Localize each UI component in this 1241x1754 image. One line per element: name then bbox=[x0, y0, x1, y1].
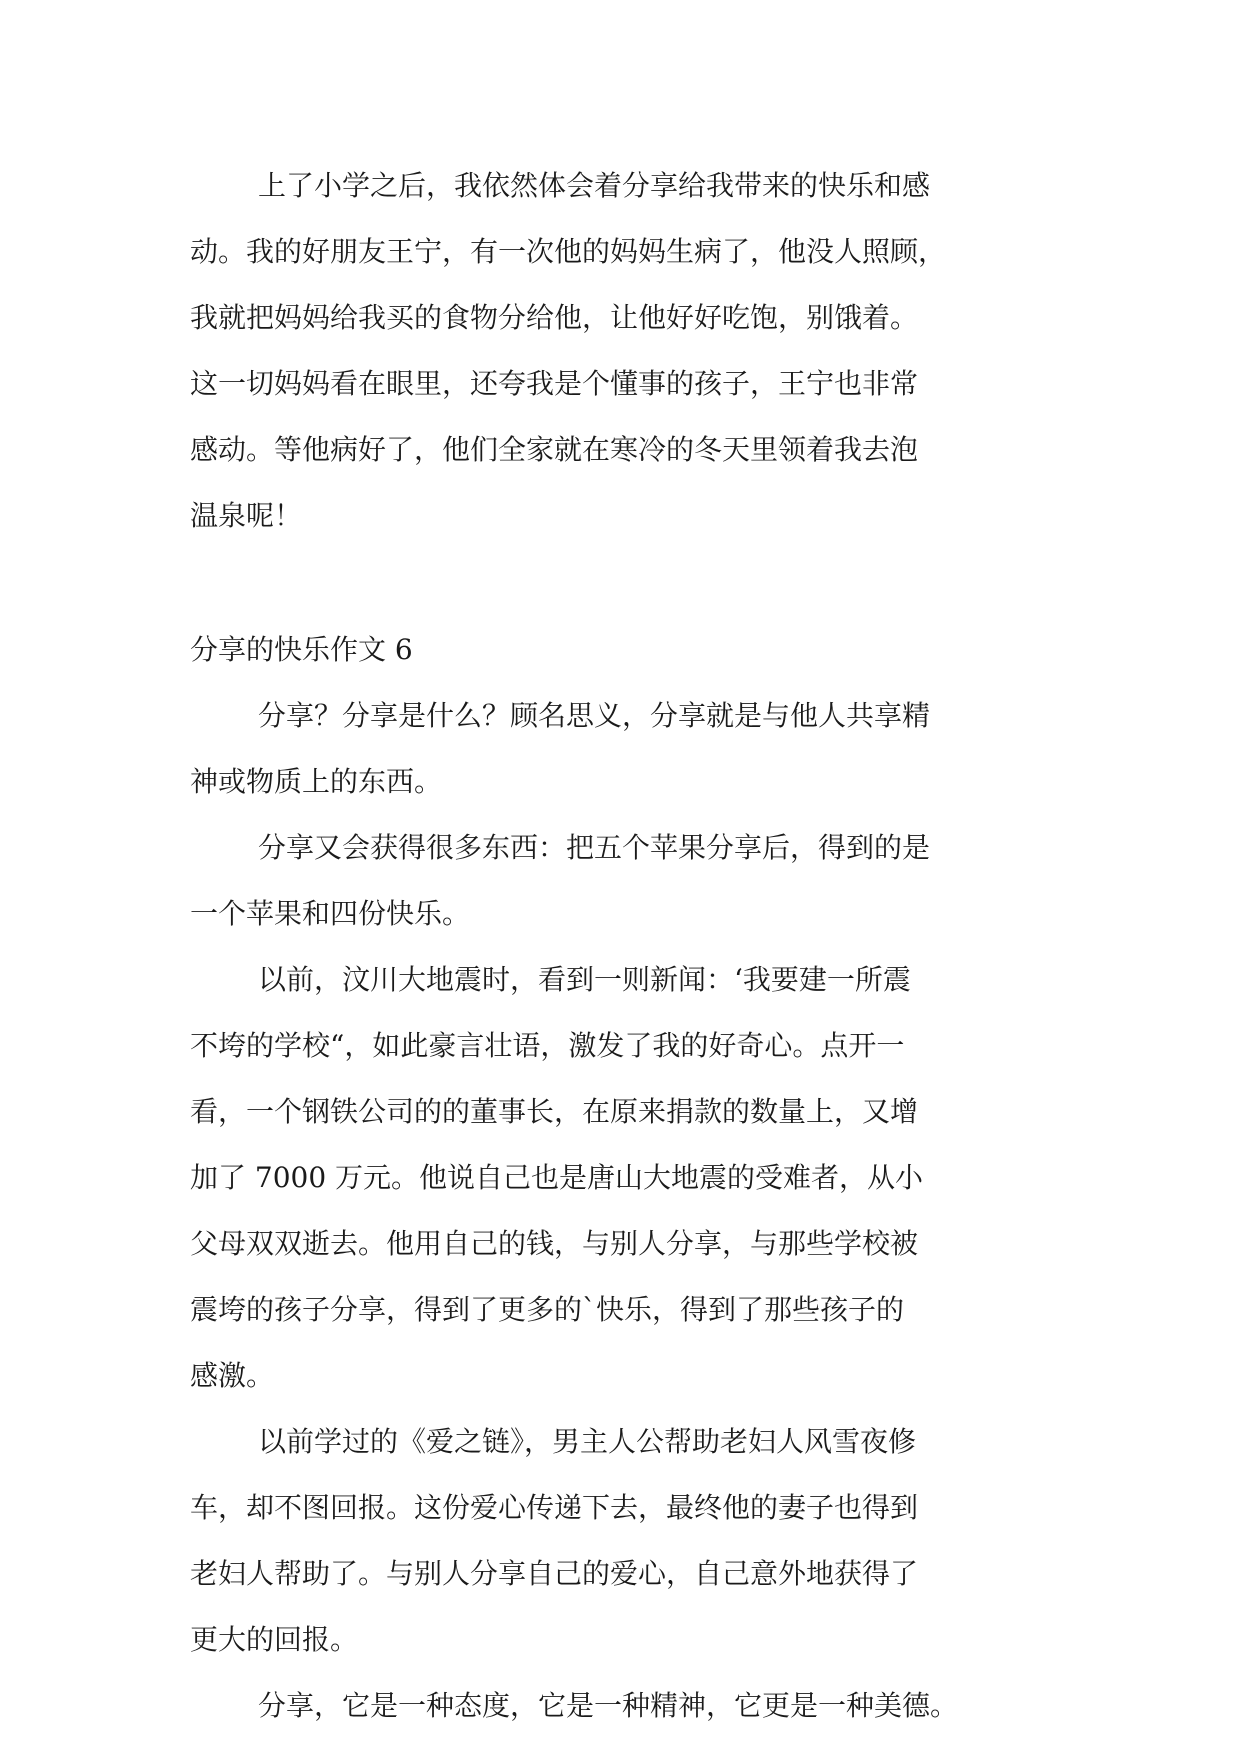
text-line: 以前，汶川大地震时，看到一则新闻：‘我要建一所震 bbox=[258, 963, 911, 996]
text-line: 动。我的好朋友王宁，有一次他的妈妈生病了，他没人照顾， bbox=[190, 235, 947, 268]
text-line: 看，一个钢铁公司的的董事长，在原来捐款的数量上，又增 bbox=[190, 1095, 919, 1128]
text-line: 车，却不图回报。这份爱心传递下去，最终他的妻子也得到 bbox=[190, 1491, 919, 1524]
text-line: 分享，它是一种态度，它是一种精神，它更是一种美德。 bbox=[258, 1689, 959, 1722]
text-line: 老妇人帮助了。与别人分享自己的爱心，自己意外地获得了 bbox=[190, 1557, 919, 1590]
text-line: 分享又会获得很多东西：把五个苹果分享后，得到的是 bbox=[258, 831, 931, 864]
section-heading: 分享的快乐作文 6 bbox=[190, 633, 413, 666]
text-line: 不垮的学校“，如此豪言壮语，激发了我的好奇心。点开一 bbox=[190, 1029, 905, 1062]
text-line: 上了小学之后，我依然体会着分享给我带来的快乐和感 bbox=[258, 169, 931, 202]
text-line: 分享？分享是什么？顾名思义，分享就是与他人共享精 bbox=[258, 699, 931, 732]
text-line: 我就把妈妈给我买的食物分给他，让他好好吃饱，别饿着。 bbox=[190, 301, 919, 334]
text-line: 这一切妈妈看在眼里，还夸我是个懂事的孩子，王宁也非常 bbox=[190, 367, 919, 400]
text-line: 神或物质上的东西。 bbox=[190, 765, 443, 798]
text-line: 加了 7000 万元。他说自己也是唐山大地震的受难者，从小 bbox=[190, 1161, 924, 1194]
text-line: 感动。等他病好了，他们全家就在寒冷的冬天里领着我去泡 bbox=[190, 433, 919, 466]
text-line: 父母双双逝去。他用自己的钱，与别人分享，与那些学校被 bbox=[190, 1227, 919, 1260]
text-line: 温泉呢！ bbox=[190, 499, 303, 532]
text-line: 感激。 bbox=[190, 1359, 275, 1392]
text-line: 以前学过的《爱之链》，男主人公帮助老妇人风雪夜修 bbox=[258, 1425, 917, 1458]
text-line: 震垮的孩子分享，得到了更多的`快乐，得到了那些孩子的 bbox=[190, 1293, 905, 1326]
text-line: 更大的回报。 bbox=[190, 1623, 359, 1656]
text-line: 一个苹果和四份快乐。 bbox=[190, 897, 471, 930]
